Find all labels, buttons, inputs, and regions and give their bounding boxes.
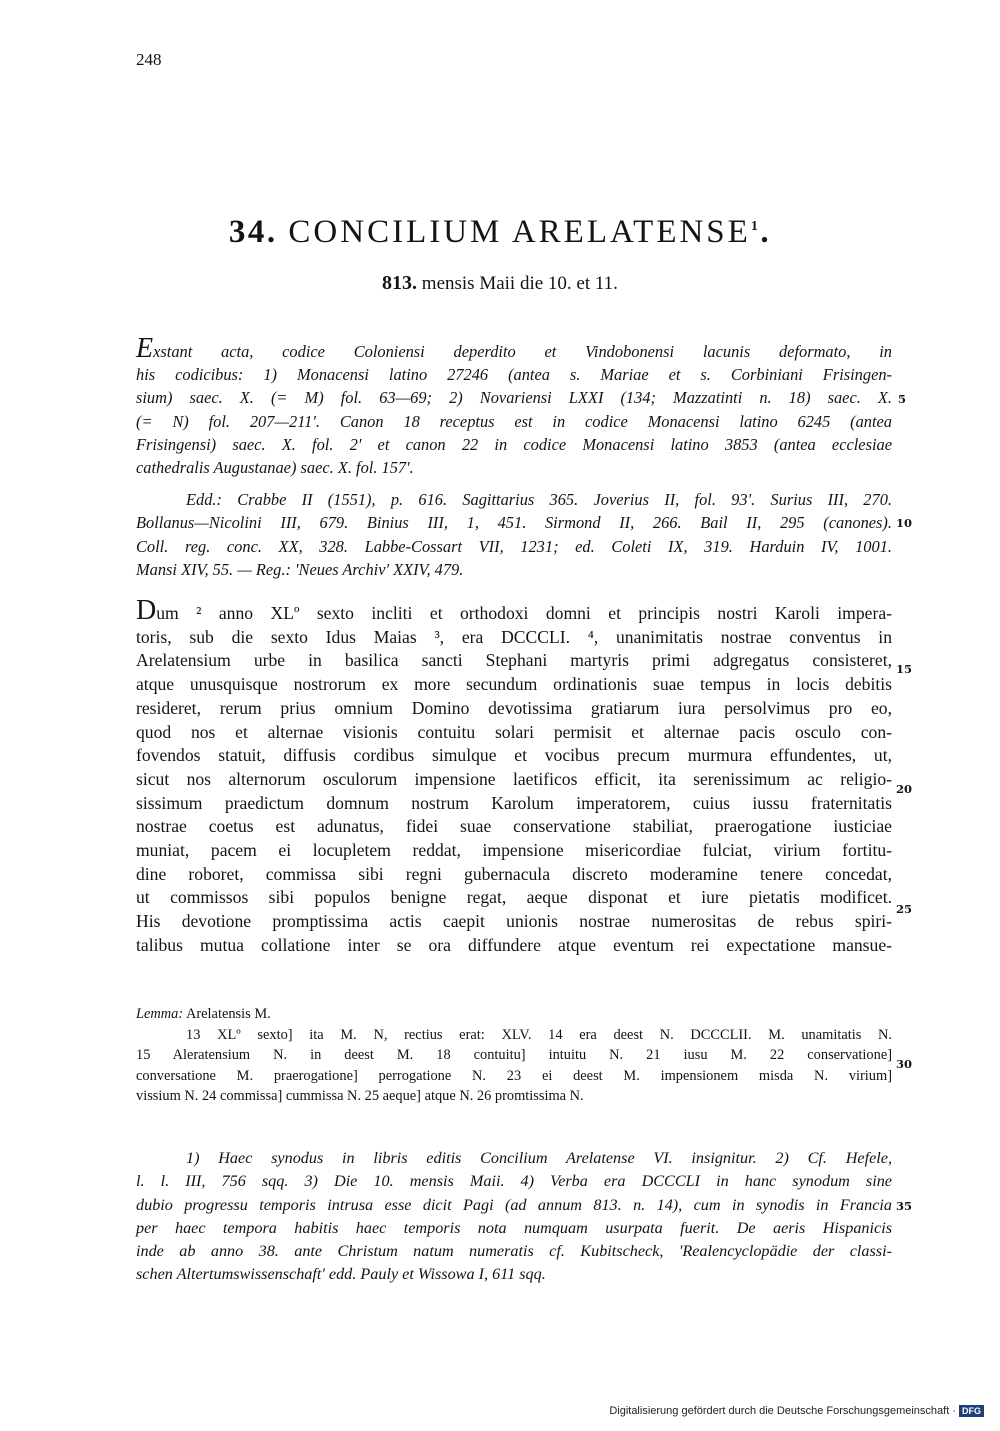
margin-line-number: 10 — [896, 516, 913, 530]
footnote-line: dubio progressu temporis intrusa esse dicit Pagi (ad annum 813. n. 14), cum in synodis in Francia — [136, 1195, 892, 1214]
text-line: ut commissos sibi populos benigne regat, aeque disponat et iure pietatis modificet. — [136, 887, 892, 908]
text-line — [136, 595, 892, 626]
footer-text: Digitalisierung gefördert durch die Deutsche Forschungsgemeinschaft · — [609, 1404, 956, 1417]
intro-line-text: xstant acta, codice Coloniensi deperdito et Vindobonensi lacunis deformato, in — [153, 342, 892, 361]
text-line: talibus mutua collatione inter se ora diffundere atque eventum rei expectatione mansue- — [136, 934, 892, 955]
text-dropcap: D — [136, 595, 157, 626]
intro-line: (= N) fol. 207—211'. Canon 18 receptus est in codice Monacensi latino 6245 (antea — [136, 411, 892, 431]
intro-line: sium) saec. X. (= M) fol. 63—69; 2) Novariensi LXXI (134; Mazzatinti n. 18) saec. X. — [136, 388, 892, 408]
margin-line-number: 20 — [896, 782, 913, 796]
council-date — [0, 272, 1000, 295]
text-line: resideret, rerum prius omnium Domino devotissima gratiarum iura persolvimus pro eo, — [136, 697, 892, 718]
footnote-line: 1) Haec synodus in libris editis Concilium Arelatense VI. insignitur. 2) Cf. Hefele, — [186, 1149, 892, 1167]
text-line: dine roboret, commissa sibi regni gubernacula discreto moderamine tenere concedat, — [136, 863, 892, 884]
intro-line: cathedralis Augustanae) saec. X. fol. 157'. — [136, 458, 414, 478]
lemma-text: Arelatensis M. — [185, 1006, 271, 1022]
footnote-line: per haec tempora habitis haec temporis nota numquam usurpata fuerit. De aeris Hispanicis — [136, 1218, 892, 1237]
page-number: 248 — [136, 50, 162, 69]
editions-line: Bollanus—Nicolini III, 679. Binius III, 1, 451. Sirmond II, 266. Bail II, 295 (canones). — [136, 513, 892, 533]
margin-line-number: 5 — [898, 392, 907, 406]
apparatus-line: 15 Aleratensium N. in deest M. 18 contuitu] intuitu N. 21 iusu M. 22 conservatione] — [136, 1047, 892, 1063]
editions-line: Edd.: Crabbe II (1551), p. 616. Sagittarius 365. Joverius II, fol. 93'. Surius III, 270. — [186, 490, 892, 509]
editions-list — [136, 488, 892, 582]
lemma-label: Lemma: — [136, 1006, 184, 1022]
text-line-content: um ² anno XLº sexto incliti et orthodoxi domni et principis nostri Karoli impera- — [156, 603, 892, 623]
apparatus-lemma — [136, 1004, 892, 1025]
footnote-line: inde ab anno 38. ante Christum natum numeratis cf. Kubitscheck, 'Realencyclopädie der classi- — [136, 1242, 892, 1261]
intro-dropcap: E — [136, 333, 154, 364]
text-line: sicut nos alternorum osculorum impensione laetificos efficit, ita serenissimum ac religio- — [136, 768, 892, 789]
intro-line — [136, 333, 892, 364]
margin-line-number: 30 — [896, 1057, 913, 1071]
text-line: fovendos statuit, diffusis cordibus simulque et vocibus precum murmura effundentes, ut, — [136, 745, 892, 766]
council-year: 813. — [382, 272, 418, 294]
manuscript-intro — [136, 333, 892, 479]
footnote-ref: 1 — [750, 219, 761, 234]
footnote-line: schen Altertumswissenschaft' edd. Pauly et Wissowa I, 611 sqq. — [136, 1265, 546, 1284]
text-line: His devotione promptissima actis caepit unionis nostrae numerositas de rebus spiri- — [136, 911, 892, 932]
chapter-title-text: CONCILIUM ARELATENSE — [288, 214, 751, 250]
footnotes — [136, 1147, 892, 1287]
text-line: Arelatensium urbe in basilica sancti Stephani martyris primi adgregatus consisteret, — [136, 650, 892, 671]
text-line: atque unusquisque nostrorum ex more secundum ordinationis suae tempus in locis debitis — [136, 674, 892, 695]
margin-line-number: 35 — [896, 1199, 913, 1213]
apparatus-line: conversatione M. praerogatione] perrogatione N. 23 ei deest M. impensionem misda N. virium] — [136, 1067, 892, 1084]
digitization-footer — [609, 1405, 984, 1417]
chapter-title — [0, 214, 1000, 251]
editions-line: Coll. reg. conc. XX, 328. Labbe-Cossart VII, 1231; ed. Coleti IX, 319. Harduin IV, 1001. — [136, 536, 892, 556]
margin-line-number: 15 — [896, 662, 913, 676]
text-line: quod nos et alternae visionis contuitu solari permisit et alternae pacis osculo con- — [136, 721, 892, 742]
chapter-title-trailing: . — [760, 214, 772, 250]
critical-apparatus — [136, 1004, 892, 1107]
intro-line: Frisingensi) saec. X. fol. 2' et canon 22 in codice Monacensi latino 3853 (antea ecclesiae — [136, 434, 892, 454]
text-line: muniat, pacem ei locupletem reddat, impensione misericordiae fulciat, virium fortitu- — [136, 840, 892, 861]
footnote-line: l. l. III, 756 sqq. 3) Die 10. mensis Maii. 4) Verba era DCCCLI in hanc synodum sine — [136, 1172, 892, 1191]
apparatus-line: vissium N. 24 commissa] cummissa N. 25 aeque] atque N. 26 promtissima N. — [136, 1088, 584, 1104]
text-line: sissimum praedictum domnum nostrum Karolum imperatorem, cuius iussu fraternitatis — [136, 792, 892, 813]
margin-line-number: 25 — [896, 902, 913, 916]
council-date-text: mensis Maii die 10. et 11. — [421, 273, 618, 294]
council-text — [136, 595, 892, 958]
chapter-number: 34. — [228, 214, 278, 250]
intro-line: his codicibus: 1) Monacensi latino 27246 (antea s. Mariae et s. Corbiniani Frisingen- — [136, 365, 892, 385]
apparatus-line: 13 XLº sexto] ita M. N, rectius erat: XLV. 14 era deest N. DCCCLII. M. unamitatis N. — [186, 1026, 892, 1043]
text-line: toris, sub die sexto Idus Maias ³, era DCCCLI. ⁴, unanimitatis nostrae conventus in — [136, 626, 892, 647]
text-line: nostrae coetus est adunatus, fidei suae conservatione stabiliat, praerogatione iusticiae — [136, 816, 892, 837]
editions-line: Mansi XIV, 55. — Reg.: 'Neues Archiv' XXIV, 479. — [136, 560, 464, 580]
dfg-logo: DFG — [959, 1405, 984, 1417]
